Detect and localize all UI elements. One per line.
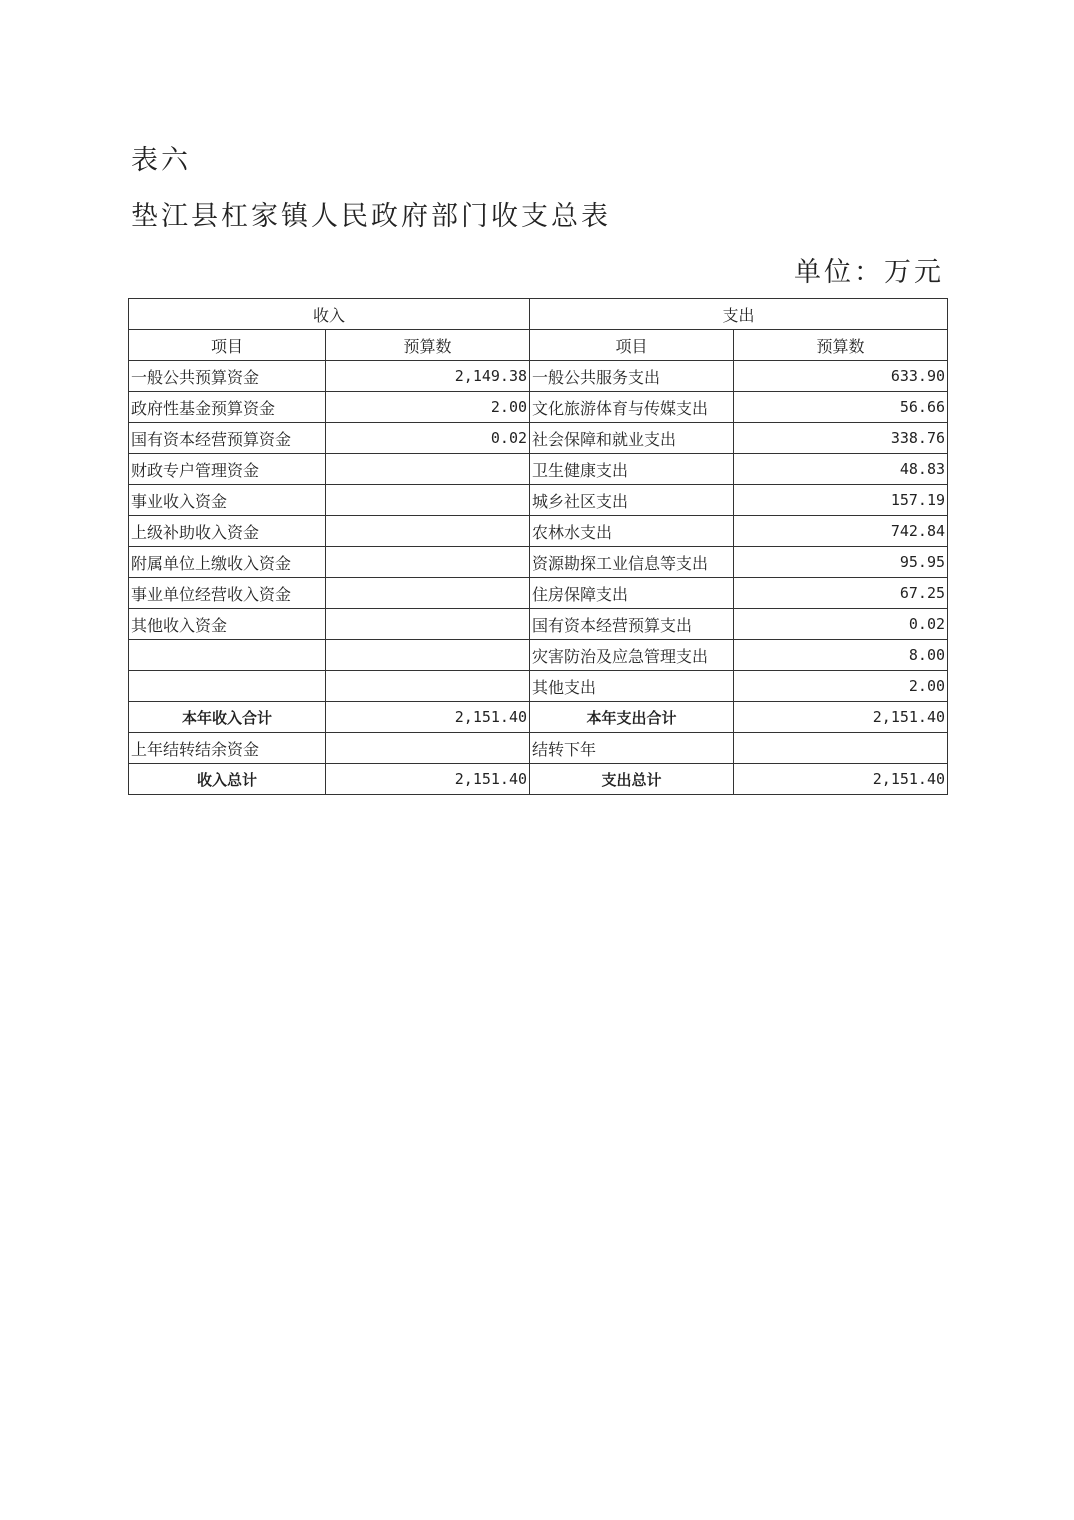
expense-item-cell: 一般公共服务支出 [530,361,734,392]
table-row [129,609,948,640]
income-value-cell [326,485,530,516]
expense-value-cell: 633.90 [734,361,948,392]
unit-label: 单位：万元 [794,257,944,288]
expense-item-header: 项目 [530,330,734,361]
income-item-cell: 事业收入资金 [129,485,326,516]
table-number: 表六 [131,145,191,176]
subtotal-row-income-value: 2,151.40 [326,702,530,733]
income-item-cell: 财政专户管理资金 [129,454,326,485]
expense-value-cell: 95.95 [734,547,948,578]
expense-value-cell: 48.83 [734,454,948,485]
expense-item-cell: 资源勘探工业信息等支出 [530,547,734,578]
table-row [129,392,948,423]
total-row-expense-label: 支出总计 [530,764,734,795]
subtotal-row-expense-label: 本年支出合计 [530,702,734,733]
income-value-cell: 0.02 [326,423,530,454]
income-item-cell [129,640,326,671]
total-row-income-label: 收入总计 [129,764,326,795]
expense-value-cell: 2.00 [734,671,948,702]
table-row [129,454,948,485]
page-title: 垫江县杠家镇人民政府部门收支总表 [131,201,611,232]
expense-item-cell: 文化旅游体育与传媒支出 [530,392,734,423]
carryover-row-expense-label: 结转下年 [530,733,734,764]
table-row [129,547,948,578]
income-group-header: 收入 [129,299,530,330]
table-row [129,485,948,516]
income-value-cell [326,671,530,702]
income-item-cell [129,671,326,702]
expense-value-cell: 8.00 [734,640,948,671]
income-budget-header: 预算数 [326,330,530,361]
expense-item-cell: 社会保障和就业支出 [530,423,734,454]
income-value-cell [326,578,530,609]
expense-value-cell: 157.19 [734,485,948,516]
income-item-cell: 其他收入资金 [129,609,326,640]
total-row-income-value: 2,151.40 [326,764,530,795]
subtotal-row-expense-value: 2,151.40 [734,702,948,733]
income-item-header: 项目 [129,330,326,361]
income-value-cell [326,609,530,640]
income-item-cell: 上级补助收入资金 [129,516,326,547]
expense-group-header: 支出 [530,299,948,330]
table-row [129,578,948,609]
expense-budget-header: 预算数 [734,330,948,361]
carryover-row [129,733,948,764]
expense-item-cell: 城乡社区支出 [530,485,734,516]
income-item-cell: 事业单位经营收入资金 [129,578,326,609]
expense-value-cell: 56.66 [734,392,948,423]
expense-item-cell: 住房保障支出 [530,578,734,609]
total-row [129,764,948,795]
carryover-row-income-label: 上年结转结余资金 [129,733,326,764]
income-value-cell: 2,149.38 [326,361,530,392]
income-value-cell [326,640,530,671]
table-row [129,671,948,702]
subtotal-row-income-label: 本年收入合计 [129,702,326,733]
expense-item-cell: 其他支出 [530,671,734,702]
expense-value-cell: 0.02 [734,609,948,640]
income-value-cell: 2.00 [326,392,530,423]
income-value-cell [326,547,530,578]
expense-item-cell: 灾害防治及应急管理支出 [530,640,734,671]
expense-item-cell: 国有资本经营预算支出 [530,609,734,640]
income-item-cell: 国有资本经营预算资金 [129,423,326,454]
carryover-row-expense-value [734,733,948,764]
income-value-cell [326,454,530,485]
income-item-cell: 政府性基金预算资金 [129,392,326,423]
table-row [129,423,948,454]
carryover-row-income-value [326,733,530,764]
group-header-row [129,299,948,330]
subtotal-row [129,702,948,733]
income-item-cell: 一般公共预算资金 [129,361,326,392]
table-row [129,640,948,671]
expense-value-cell: 742.84 [734,516,948,547]
budget-table [128,298,948,795]
total-row-expense-value: 2,151.40 [734,764,948,795]
expense-item-cell: 卫生健康支出 [530,454,734,485]
income-item-cell: 附属单位上缴收入资金 [129,547,326,578]
expense-item-cell: 农林水支出 [530,516,734,547]
table-row [129,516,948,547]
expense-value-cell: 67.25 [734,578,948,609]
table-row [129,361,948,392]
expense-value-cell: 338.76 [734,423,948,454]
income-value-cell [326,516,530,547]
column-header-row [129,330,948,361]
